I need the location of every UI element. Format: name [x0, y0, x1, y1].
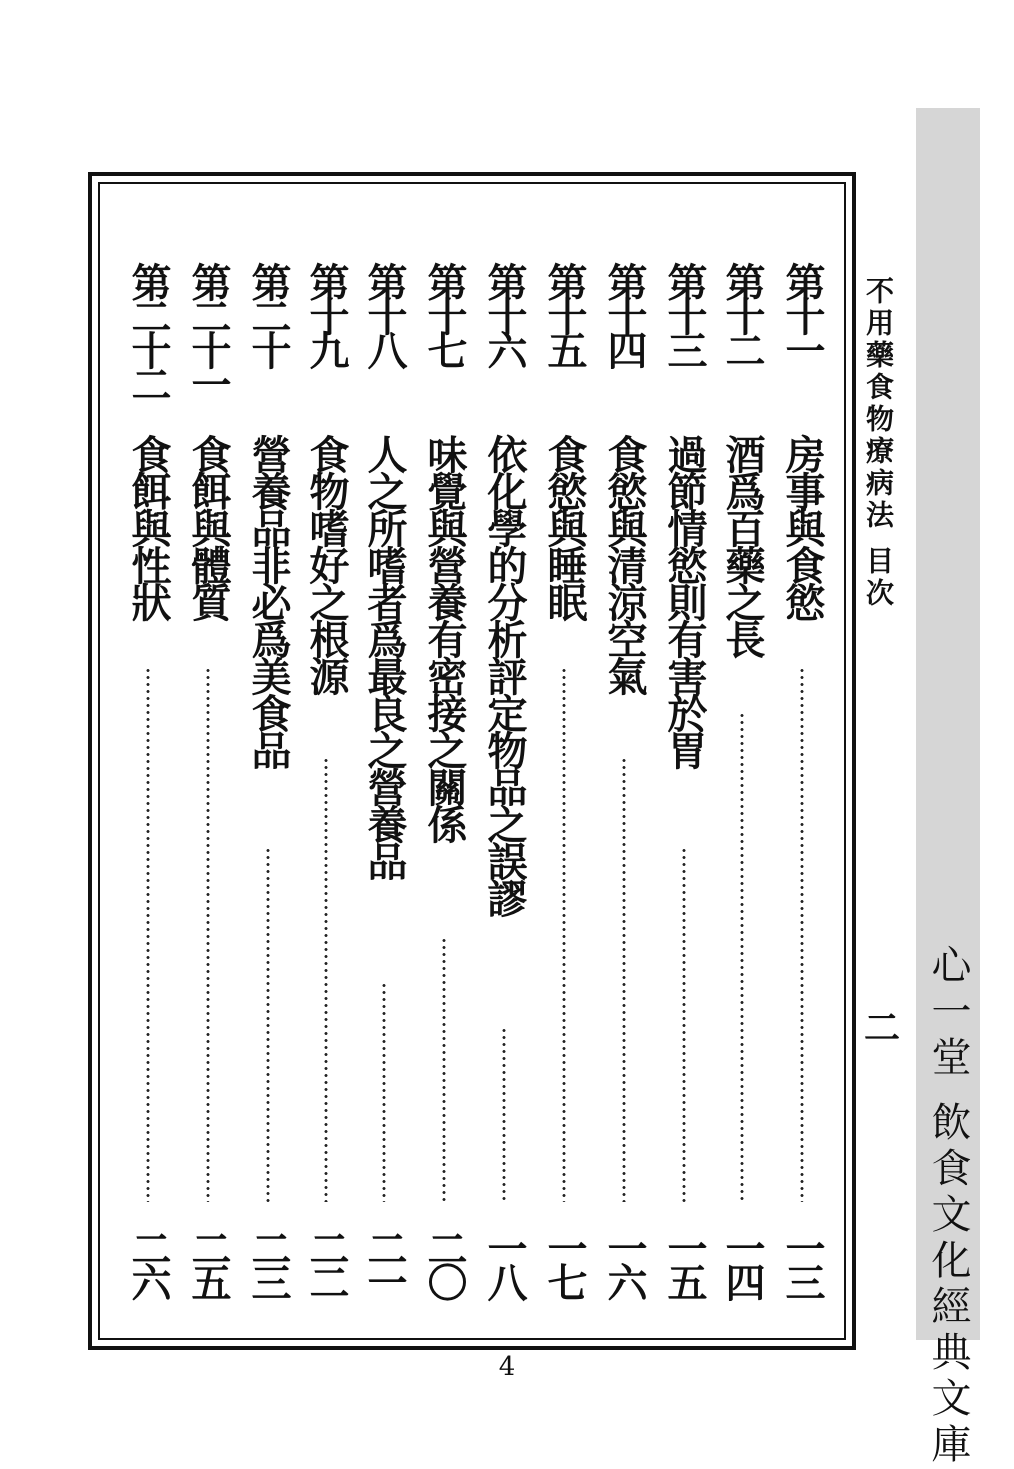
chapter-title: 人之所嗜者爲最良之營養品: [361, 434, 408, 878]
leader-dots: [442, 937, 446, 1202]
page-ref: 一三: [779, 1228, 826, 1296]
toc-entry: [184, 262, 232, 1312]
chapter-number: 第十七: [421, 262, 468, 364]
side-label: 心一堂 飲食文化經典文庫: [925, 944, 971, 1469]
page-ref: 二三: [245, 1228, 292, 1296]
leader-dots: [266, 847, 270, 1202]
toc-entry: [778, 262, 826, 1312]
leader-dots: [800, 667, 804, 1202]
chapter-title: 房事與食慾: [779, 434, 826, 619]
chapter-number: 第十六: [481, 262, 528, 364]
leaf-number: 二: [863, 1007, 900, 1049]
chapter-title: 依化學的分析評定物品之誤謬: [481, 434, 528, 915]
chapter-title: 食餌與體質: [185, 434, 232, 619]
toc-entry: [480, 262, 528, 1312]
chapter-title: 食慾與清涼空氣: [601, 434, 648, 693]
chapter-title: 酒爲百藥之長: [719, 434, 766, 656]
page-ref: 一七: [541, 1228, 588, 1296]
toc-entry: [360, 262, 408, 1312]
leader-dots: [622, 757, 626, 1202]
chapter-number: 第十一: [779, 262, 826, 364]
page-ref: 二一: [361, 1228, 408, 1296]
chapter-title: 食餌與性狀: [125, 434, 172, 619]
chapter-number: 第十八: [361, 262, 408, 364]
chapter-title: 味覺與營養有密接之關係: [421, 434, 468, 841]
page-ref: 二〇: [421, 1228, 468, 1296]
toc-entry: [718, 262, 766, 1312]
page-ref: 二六: [125, 1228, 172, 1296]
leader-dots: [206, 667, 210, 1202]
chapter-number: 第二十一: [185, 262, 232, 398]
chapter-number: 第二十二: [125, 262, 172, 398]
leader-dots: [146, 667, 150, 1202]
leader-dots: [324, 757, 328, 1202]
page-ref: 一五: [661, 1228, 708, 1296]
toc-entry: [302, 262, 350, 1312]
chapter-title: 食慾與睡眠: [541, 434, 588, 619]
chapter-number: 第十二: [719, 262, 766, 364]
page-ref: 一四: [719, 1228, 766, 1296]
chapter-number: 第十四: [601, 262, 648, 364]
page-ref: 二五: [185, 1228, 232, 1296]
page-ref: 一六: [601, 1228, 648, 1296]
chapter-title: 過節情慾則有害於胃: [661, 434, 708, 767]
chapter-number: 第十九: [303, 262, 350, 364]
side-bar: [916, 108, 980, 1469]
toc-entry: [244, 262, 292, 1312]
leader-dots: [502, 1027, 506, 1202]
chapter-number: 第十五: [541, 262, 588, 364]
leader-dots: [562, 667, 566, 1202]
page-ref: 二二: [303, 1228, 350, 1296]
running-head: 不用藥食物療病法 目次: [862, 276, 895, 610]
chapter-title: 營養品非必爲美食品: [245, 434, 292, 767]
page-number: 4: [498, 1352, 516, 1382]
page-ref: 一八: [481, 1228, 528, 1296]
chapter-number: 第二十: [245, 262, 292, 364]
leader-dots: [740, 712, 744, 1202]
leader-dots: [382, 982, 386, 1202]
chapter-number: 第十三: [661, 262, 708, 364]
leader-dots: [682, 847, 686, 1202]
toc-entry: [420, 262, 468, 1312]
toc-entry: [540, 262, 588, 1312]
toc-entry: [600, 262, 648, 1312]
toc-entry: [124, 262, 172, 1312]
chapter-title: 食物嗜好之根源: [303, 434, 350, 693]
toc-entry: [660, 262, 708, 1312]
